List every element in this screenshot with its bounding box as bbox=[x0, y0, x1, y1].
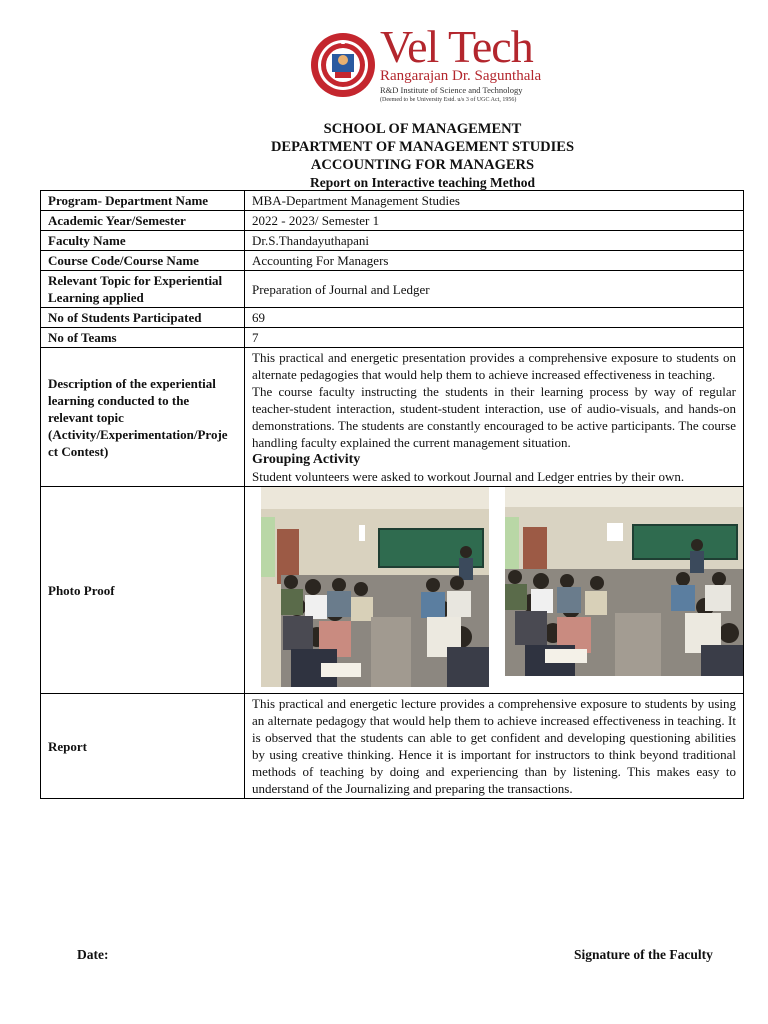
academic-year-label: Academic Year/Semester bbox=[41, 211, 245, 231]
description-paragraph: The course faculty instructing the students in their learning process by way of regular teacher-student interaction, student-student interaction, use of audio-visuals, and hands-on demonstrations. The students are constantly encouraged to be active participants. The course handling faculty explained the current management situation. bbox=[252, 384, 736, 450]
academic-year-value: 2022 - 2023/ Semester 1 bbox=[245, 211, 744, 231]
table-row bbox=[41, 328, 744, 348]
school-heading: SCHOOL OF MANAGEMENT bbox=[323, 121, 522, 137]
topic-label: Relevant Topic for Experiential Learning applied bbox=[41, 271, 245, 308]
table-row bbox=[41, 191, 744, 211]
program-value: MBA-Department Management Studies bbox=[245, 191, 744, 211]
course-code-label: Course Code/Course Name bbox=[41, 251, 245, 271]
logo-name: Vel Tech bbox=[380, 21, 533, 72]
table-row bbox=[41, 231, 744, 251]
table-row bbox=[41, 211, 744, 231]
course-heading: ACCOUNTING FOR MANAGERS bbox=[310, 157, 535, 173]
document-header bbox=[0, 120, 768, 192]
report-text: This practical and energetic lecture provides a comprehensive exposure to students by using an alternate pedagogy that would help them to achieve increased effectiveness in teaching. It is observed that the students can able to get confident and developing questioning abilities by using creative thinking. Hence it is important for instructors to think beyond traditional methods of teaching by doing and experiencing than by listening. This makes easy to understand of the Journalizing and preparing the transactions. bbox=[252, 696, 736, 796]
logo-subtitle: Rangarajan Dr. Sagunthala bbox=[380, 68, 542, 84]
date-label: Date: bbox=[77, 947, 109, 962]
university-seal-icon bbox=[310, 32, 376, 98]
signature-label: Signature of the Faculty bbox=[574, 947, 713, 962]
grouping-activity-heading: Grouping Activity bbox=[252, 452, 361, 467]
logo-tagline: R&D Institute of Science and Technology bbox=[380, 85, 523, 95]
students-value: 69 bbox=[245, 308, 744, 328]
description-label: Description of the experiential learning conducted to the relevant topic (Activity/Experimentation/Proje ct Contest) bbox=[41, 348, 245, 487]
report-label: Report bbox=[41, 694, 245, 799]
program-label: Program- Department Name bbox=[41, 191, 245, 211]
photo-proof-label: Photo Proof bbox=[41, 487, 245, 694]
department-heading: DEPARTMENT OF MANAGEMENT STUDIES bbox=[270, 139, 575, 155]
report-table bbox=[40, 190, 744, 799]
table-row bbox=[41, 251, 744, 271]
course-code-value: Accounting For Managers bbox=[245, 251, 744, 271]
table-row bbox=[41, 487, 744, 694]
report-title: Report on Interactive teaching Method bbox=[310, 175, 535, 190]
table-row bbox=[41, 308, 744, 328]
topic-value: Preparation of Journal and Ledger bbox=[245, 271, 744, 308]
institution-logo bbox=[310, 21, 550, 108]
faculty-label: Faculty Name bbox=[41, 231, 245, 251]
table-row bbox=[41, 271, 744, 308]
photo-cell bbox=[245, 487, 744, 694]
description-cell bbox=[245, 348, 744, 487]
description-paragraph: This practical and energetic presentation provides a comprehensive exposure to students on alternate pedagogies that would help them to achieve increased effectiveness in teaching. bbox=[252, 350, 736, 382]
classroom-photo-2 bbox=[505, 487, 743, 676]
faculty-value: Dr.S.Thandayuthapani bbox=[245, 231, 744, 251]
table-row bbox=[41, 348, 744, 487]
students-label: No of Students Participated bbox=[41, 308, 245, 328]
description-paragraph: Student volunteers were asked to workout Journal and Ledger entries by their own. bbox=[252, 469, 685, 484]
teams-value: 7 bbox=[245, 328, 744, 348]
report-text-cell bbox=[245, 694, 744, 799]
classroom-photo-1 bbox=[261, 487, 489, 687]
table-row bbox=[41, 694, 744, 799]
logo-note: (Deemed to be University Estd. u/s 3 of UGC Act, 1956) bbox=[380, 97, 517, 103]
teams-label: No of Teams bbox=[41, 328, 245, 348]
